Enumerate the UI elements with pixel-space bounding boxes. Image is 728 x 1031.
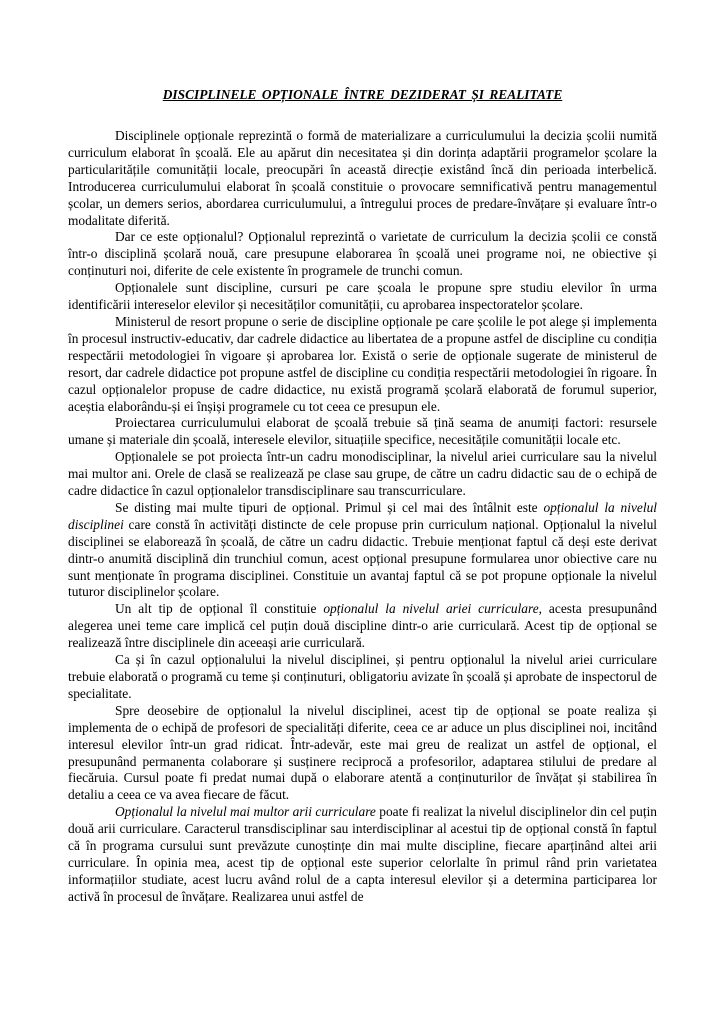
body-paragraph: [68, 314, 657, 415]
italic-term: opționalul la nivelul ariei curriculare: [323, 601, 539, 617]
paragraph-text: poate fi realizat la nivelul disciplinelor din cel puțin două arii curriculare. Caracterul transdisciplinar sau interdisciplinar al acestui tip de opțional constă în faptul că în programa cursului sunt prevăzute cunoștințe din mai multe discipline, fiecare aparținând altei arii curriculare. În opinia mea, acest tip de opțional este superior celorlalte în primul rând prin varietatea informațiilor studiate, acest lucru având rolul de a capta interesul elevilor și a determina participarea lor activă în procesul de învățare. Realizarea unui astfel de: [68, 804, 657, 904]
body-paragraph: [68, 449, 657, 500]
paragraph-text: Un alt tip de opțional îl constituie: [115, 601, 324, 617]
paragraph-text: Ministerul de resort propune o serie de discipline opționale pe care școlile le pot alege și implementa în procesul instructiv-educativ, dar cadrele didactice au libertatea de a propune astfel de discipline cu condiția respectării metodologiei în vigoare și aprobarea lor. Există o serie de opționale sugerate de ministerul de resort, dar cadrele didactice pot propune astfel de discipline cu condiția respectării metodologiei în rigoare. În cazul opționalelor propuse de cadre didactice, nu există programă școlară elaborată de forumul superior, aceștia elaborându-și ei înșiși programele cu tot ceea ce presupun ele.: [68, 313, 657, 414]
paragraph-text: Dar ce este opționalul? Opționalul reprezintă o varietate de curriculum la decizia școlii ce constă într-o disciplină școlară nouă, care presupune elaborarea în școală unei programe noi, ne obiective și conținuturi noi, diferite de cele existente în programele de trunchi comun.: [68, 229, 657, 279]
italic-term: opționalul la nivelul disciplinei: [68, 499, 657, 532]
body-paragraph: [68, 128, 657, 229]
body-paragraph: [68, 415, 657, 449]
document-body: [68, 128, 657, 906]
body-paragraph: [68, 500, 657, 601]
paragraph-text: , acesta presupunând alegerea unei teme care implică cel puțin două discipline dintr-o arie curriculară. Acest tip de opțional se realizează între disciplinele din aceeași arie curriculară.: [68, 601, 657, 651]
body-paragraph: [68, 703, 657, 804]
body-paragraph: [68, 652, 657, 703]
paragraph-text: care constă în activități distincte de cele propuse prin curriculum național. Opționalul la nivelul disciplinei se elaborează în școală, de către un cadru didactic. Trebuie menționat faptul că deși este derivat dintr-o anumită disciplină din trunchiul comun, acest opțional presupune formularea unor obiective care nu sunt menționate în programa disciplinei. Constituie un avantaj faptul că se pot propune opționale la nivelul tuturor disciplinelor școlare.: [68, 516, 657, 600]
paragraph-text: Proiectarea curriculumului elaborat de școală trebuie să țină seama de anumiți factori: resursele umane și materiale din școală, interesele elevilor, situațiile specifice, necesitățile comunității locale etc.: [68, 415, 657, 448]
paragraph-text: Opționalele se pot proiecta într-un cadru monodisciplinar, la nivelul ariei curriculare sau la nivelul mai multor ani. Orele de clasă se realizează pe clase sau grupe, de către un cadru didactic sau de o echipă de cadre didactice în cazul opționalelor transdisciplinare sau transcurriculare.: [68, 449, 657, 499]
paragraph-text: Opționalele sunt discipline, cursuri pe care școala le propune spre studiu elevilor în urma identificării intereselor elevilor și necesităților comunității, cu aprobarea inspectoratelor școlare.: [68, 280, 657, 313]
page-title: DISCIPLINELE OPȚIONALE ÎNTRE DEZIDERAT ȘI REALITATE: [162, 87, 563, 102]
paragraph-text: Se disting mai multe tipuri de opțional. Primul și cel mai des întâlnit este: [115, 499, 544, 515]
body-paragraph: [68, 601, 657, 652]
body-paragraph: [68, 229, 657, 280]
body-paragraph: [68, 280, 657, 314]
paragraph-text: Ca și în cazul opționalului la nivelul disciplinei, și pentru opționalul la nivelul ariei curriculare trebuie elaborată o programă cu teme și conținuturi, obligatoriu avizate în școală și aprobate de inspectorul de specialitate.: [68, 652, 657, 701]
italic-term: Opționalul la nivelul mai multor arii curriculare: [115, 804, 376, 820]
paragraph-text: Spre deosebire de opționalul la nivelul disciplinei, acest tip de opțional se poate realiza și implementa de o echipă de profesori de specialități diferite, ceea ce ar aduce un plus disciplinei noi, incitând interesul elevilor într-un grad ridicat. Într-adevăr, este mai greu de realizat un astfel de opțional, el presupunând permanenta colaborare și susținere reciprocă a profesorilor, adaptarea stilului de predare al fiecăruia. Cursul poate fi predat numai după o elaborare atentă a conținuturilor de învățat și stabilirea în detaliu a ceea ce va avea fiecare de făcut.: [68, 702, 657, 803]
body-paragraph: [68, 804, 657, 905]
paragraph-text: Disciplinele opționale reprezintă o formă de materializare a curriculumului la decizia școlii numită curriculum elaborat în școală. Ele au apărut din necesitatea și din dorința adaptării programelor școlare la particularitățile comunității locale, preocupări în această direcție existând încă din perioada interbelică. Introducerea curriculumului elaborat în școală constituie o provocare semnificativă pentru managementul școlar, un demers serios, abordarea curriculumului, a întregului proces de predare-învățare și evaluare într-o modalitate diferită.: [68, 128, 657, 228]
